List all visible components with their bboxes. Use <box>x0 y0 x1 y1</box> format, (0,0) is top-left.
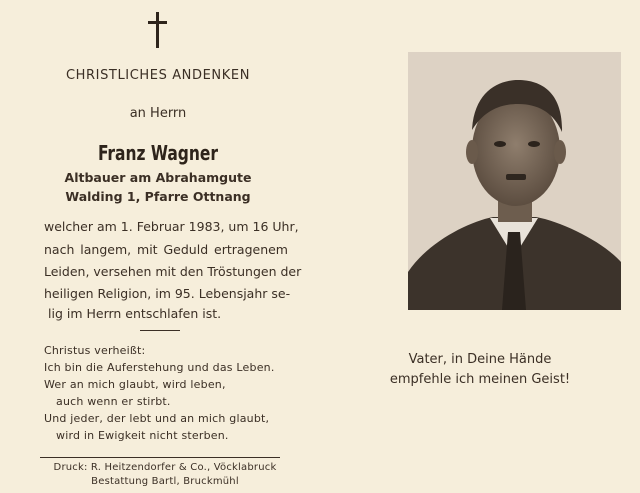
body-line-3: Leiden, versehen mit den Tröstungen der <box>44 264 302 279</box>
an-herrn-text: an Herrn <box>129 106 187 121</box>
promise-line-4: auch wenn er stirbt. <box>56 395 171 408</box>
divider <box>140 330 180 331</box>
deceased-name: Franz Wagner <box>97 141 219 165</box>
promise-line-1: Christus verheißt: <box>44 344 146 357</box>
cross-icon <box>146 12 170 48</box>
bottom-rule <box>40 457 280 458</box>
portrait-photo <box>408 52 621 310</box>
body-line-2: nach langem, mit Geduld ertragenem <box>44 242 288 257</box>
promise-line-2: Ich bin die Auferstehung und das Leben. <box>44 361 275 374</box>
heading: CHRISTLICHES ANDENKEN <box>65 68 251 83</box>
body-line-1: welcher am 1. Februar 1983, um 16 Uhr, <box>44 219 299 234</box>
body-line-4: heiligen Religion, im 95. Lebensjahr se- <box>44 286 291 301</box>
title-line-1: Altbauer am Abrahamgute <box>64 170 252 185</box>
title-line-2: Walding 1, Pfarre Ottnang <box>65 189 251 204</box>
printer-line-1: Druck: R. Heitzendorfer & Co., Vöcklabruck <box>53 462 277 473</box>
caption-line-1: Vater, in Deine Hände <box>408 352 552 367</box>
promise-line-5: Und jeder, der lebt und an mich glaubt, <box>44 412 270 425</box>
promise-line-6: wird in Ewigkeit nicht sterben. <box>56 429 229 442</box>
body-line-5: lig im Herrn entschlafen ist. <box>48 306 222 321</box>
card-right-panel <box>320 0 640 493</box>
caption-line-2: empfehle ich meinen Geist! <box>389 372 571 387</box>
printer-line-2: Bestattung Bartl, Bruckmühl <box>91 476 239 487</box>
promise-line-3: Wer an mich glaubt, wird leben, <box>44 378 226 391</box>
